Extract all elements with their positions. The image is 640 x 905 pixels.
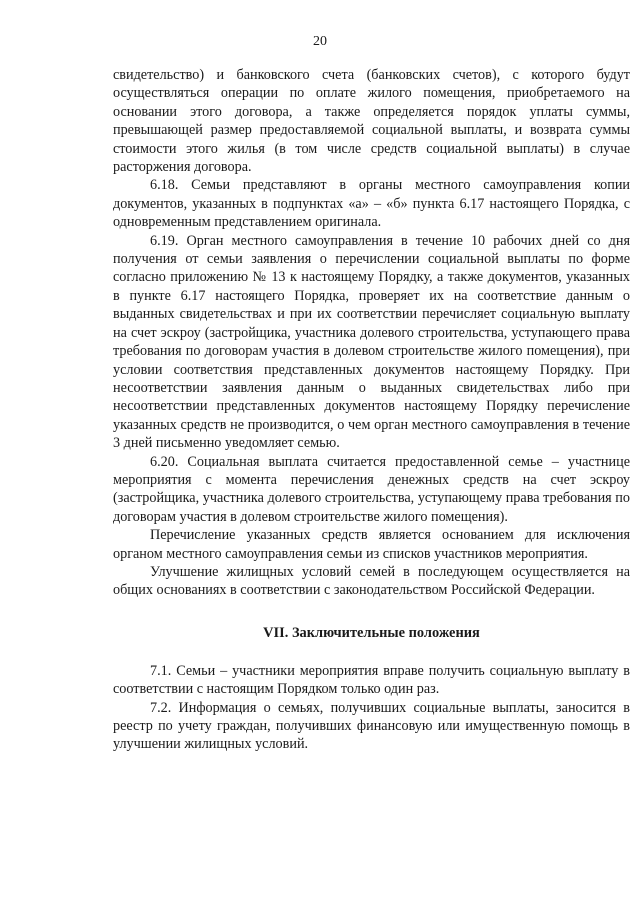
paragraph-6-20: 6.20. Социальная выплата считается предоставленной семье – участнице мероприятия с момента перечисления денежных средств на счет эскроу (застройщика, участника долевого строительства, уступающему права требования по договорам участия в долевом строительстве жилого помещения).: [113, 453, 630, 525]
paragraph-6-19: 6.19. Орган местного самоуправления в течение 10 рабочих дней со дня получения от семьи заявления о перечислении социальной выплаты по форме согласно приложению № 13 к настоящему Порядку, а также документов, указанных в пункте 6.17 настоящего Порядка, проверяет их на соответствие данным о выданных свидетельствах и при их соответствии перечисляет социальную выплату на счет эскроу (застройщика, участника долевого строительства, уступающего права требования по договорам участия в долевом строительстве жилого помещения), при условии соответствия представленных документов настоящему Порядку. При несоответствии заявления данным о выданных свидетельствах либо при несоответствии представленных документов настоящему Порядку перечисление указанных средств не производится, о чем орган местного самоуправления в течение 3 дней письменно уведомляет семью.: [113, 232, 630, 452]
page-number: 20: [313, 34, 327, 49]
section-heading: VII. Заключительные положения: [263, 624, 480, 641]
document-body: [113, 66, 630, 754]
paragraph-transfer-basis: Перечисление указанных средств является основанием для исключения органом местного самоуправления семьи из списков участников мероприятия.: [113, 527, 630, 562]
paragraph-housing-improvement: Улучшение жилищных условий семей в последующем осуществляется на общих основаниях в соответствии с законодательством Российской Федерации.: [113, 563, 630, 599]
paragraph-6-18: 6.18. Семьи представляют в органы местного самоуправления копии документов, указанных в подпунктах «а» – «б» пункта 6.17 настоящего Порядка, с одновременным представлением оригинала.: [113, 177, 630, 231]
paragraph-7-1: 7.1. Семьи – участники мероприятия вправе получить социальную выплату в соответствии с настоящим Порядком только один раз.: [113, 662, 630, 698]
paragraph-continuation: свидетельство) и банковского счета (банковских счетов), с которого будут осуществляться операции по оплате жилого помещения, приобретаемого на основании этого договора, а также определяется порядок уплаты суммы, превышающей размер предоставляемой социальной выплаты, и возврата суммы стоимости этого жилья (в том числе средств социальной выплаты) в случае расторжения договора.: [113, 67, 630, 176]
paragraph-7-2: 7.2. Информация о семьях, получивших социальные выплаты, заносится в реестр по учету граждан, получивших финансовую или имущественную помощь в улучшении жилищных условий.: [113, 699, 630, 753]
